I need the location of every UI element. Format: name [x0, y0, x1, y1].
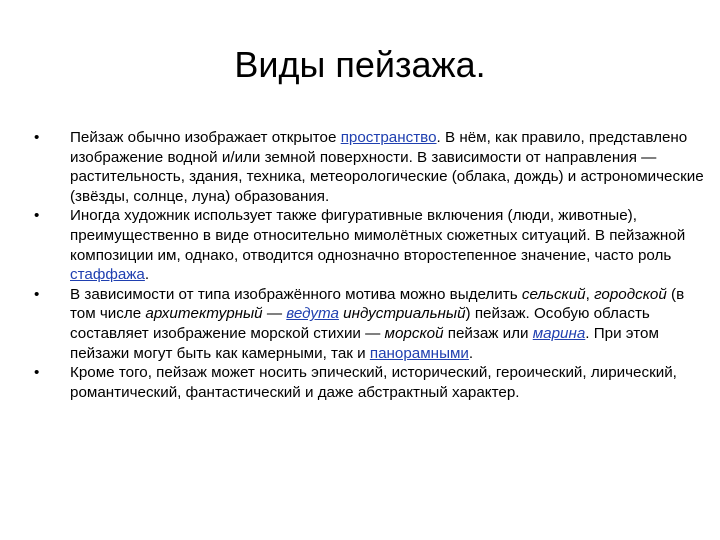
italic-term: морской: [384, 324, 444, 342]
text-run: . В нём, как правило, представлено изображение водной и/или земной поверхности. В зависимости от направления — растительность, здания, техника, метеорологические (облака, дождь) и астрономические (звёзды, солнце, луна) образования.: [70, 129, 704, 205]
italic-term: городской: [594, 285, 667, 303]
bullet-marker: •: [34, 207, 40, 225]
bullet-list: [34, 128, 704, 402]
bullet-item-2: [34, 206, 704, 284]
link-staffazh[interactable]: стаффажа: [70, 266, 145, 284]
text-run: пейзаж или: [443, 324, 533, 342]
link-marina-text: марина: [532, 324, 586, 342]
italic-term: сельский: [521, 285, 586, 303]
bullet-marker: •: [34, 364, 40, 382]
text-run: —: [262, 305, 287, 323]
bullet-item-3: [34, 285, 704, 363]
text-run: Иногда художник использует также фигуративные включения (люди, животные), преимущественно в виде относительно мимолётных сюжетных ситуаций. В пейзажной композиции им, однако, отводится однозначно второстепенное значение, часто роль: [70, 207, 686, 264]
text-run: Пейзаж обычно изображает открытое: [70, 129, 341, 146]
slide-title: Виды пейзажа.: [234, 44, 486, 85]
text-run: В зависимости от типа изображённого мотива можно выделить: [70, 285, 522, 303]
text-run: ,: [585, 285, 595, 303]
text-run: (в том числе: [70, 285, 685, 323]
link-marina[interactable]: [533, 325, 586, 342]
link-prostranstvo[interactable]: пространство: [340, 129, 437, 146]
bullet-item-4: [34, 363, 704, 402]
link-veduta[interactable]: [286, 305, 339, 322]
italic-term: индустриальный: [343, 305, 466, 323]
text-run: Кроме того, пейзаж может носить эпический, исторический, героический, лирический, романтический, фантастический и даже абстрактный характер.: [70, 364, 677, 401]
text-run: .: [468, 344, 474, 362]
bullet-marker: •: [34, 285, 40, 303]
link-panoramnymi[interactable]: панорамными: [369, 344, 469, 362]
text-run: .: [144, 266, 150, 284]
text-run: . При этом пейзажи могут быть как камерными, так и: [70, 324, 659, 362]
bullet-marker: •: [34, 129, 40, 146]
link-veduta-text: ведута: [286, 305, 339, 323]
bullet-item-1: [34, 128, 704, 206]
text-run: ) пейзаж. Особую область составляет изображение морской стихии —: [70, 305, 650, 342]
italic-term: архитектурный: [145, 305, 263, 323]
